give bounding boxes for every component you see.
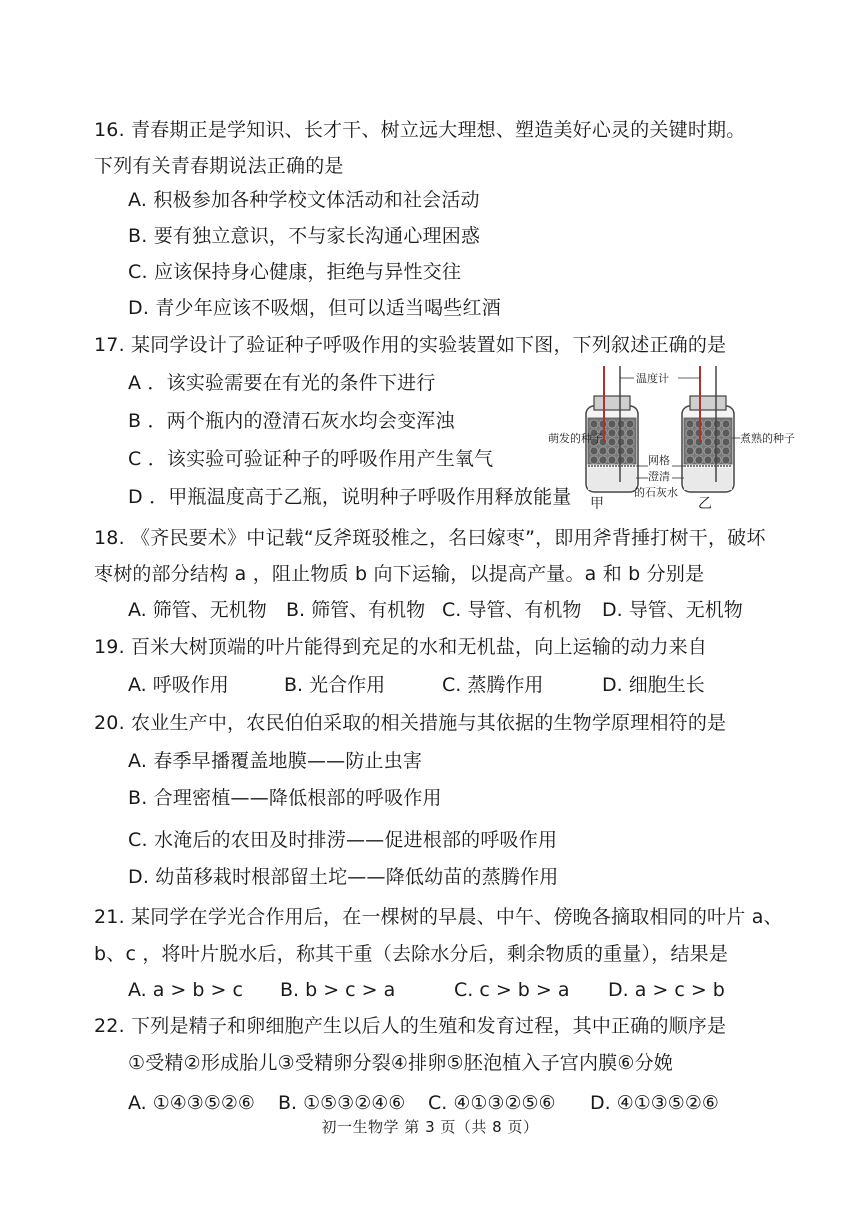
q18-options — [128, 598, 768, 622]
q18-option-a: A. 筛管、无机物 — [128, 599, 267, 621]
left-seed-label: 萌发的种子 — [548, 432, 603, 445]
q16-option-d: D. 青少年应该不吸烟，但可以适当喝些红酒 — [128, 297, 501, 319]
q21-option-d: D. a > c > b — [608, 979, 725, 1001]
thermometer-label: 温度计 — [636, 372, 669, 385]
q16-option-b: B. 要有独立意识，不与家长沟通心理困惑 — [128, 225, 481, 247]
q16-stem-line-1: 16. 青春期正是学知识、长才干、树立远大理想、塑造美好心灵的关键时期。 — [94, 119, 746, 141]
q17-option-c: C ．该实验可验证种子的呼吸作用产生氧气 — [128, 448, 494, 470]
jar-right — [682, 366, 734, 492]
q22-options — [128, 1091, 768, 1115]
limewater-label-1: 澄清 — [648, 470, 670, 483]
q21-option-a: A. a > b > c — [128, 979, 243, 1001]
q18-option-d: D. 导管、无机物 — [602, 599, 743, 621]
q16-option-a: A. 积极参加各种学校文体活动和社会活动 — [128, 189, 480, 211]
q19-options — [128, 673, 768, 697]
q18-option-c: C. 导管、有机物 — [442, 599, 582, 621]
q22-option-c: C. ④①③②⑤⑥ — [428, 1092, 556, 1114]
jar-left-label: 甲 — [590, 496, 604, 512]
q19-option-b: B. 光合作用 — [284, 674, 386, 696]
q22-option-b: B. ①⑤③②④⑥ — [278, 1092, 406, 1114]
q19-option-a: A. 呼吸作用 — [128, 674, 229, 696]
q18-stem-line-1: 18. 《齐民要术》中记载“反斧斑驳椎之，名曰嫁枣”，即用斧背捶打树干，破坏 — [94, 527, 766, 549]
q21-option-b: B. b > c > a — [280, 979, 396, 1001]
q20-option-b: B. 合理密植——降低根部的呼吸作用 — [128, 787, 442, 809]
q21-stem-line-2: b、c ，将叶片脱水后，称其干重（去除水分后，剩余物质的重量），结果是 — [94, 943, 729, 965]
q19-option-d: D. 细胞生长 — [602, 674, 705, 696]
q20-option-a: A. 春季早播覆盖地膜——防止虫害 — [128, 750, 423, 772]
q20-option-d: D. 幼苗移栽时根部留土坨——降低幼苗的蒸腾作用 — [128, 866, 559, 888]
q22-stem-line-2: ①受精②形成胎儿③受精卵分裂④排卵⑤胚泡植入子宫内膜⑥分娩 — [128, 1052, 674, 1074]
q17-option-b: B ．两个瓶内的澄清石灰水均会变浑浊 — [128, 410, 455, 432]
q16-option-c: C. 应该保持身心健康，拒绝与异性交往 — [128, 261, 462, 283]
q18-stem-line-2: 枣树的部分结构 a ，阻止物质 b 向下运输，以提高产量。a 和 b 分别是 — [94, 563, 705, 585]
q21-stem-line-1: 21. 某同学在学光合作用后，在一棵树的早晨、中午、傍晚各摘取相同的叶片 a、 — [94, 906, 783, 928]
q19-option-c: C. 蒸腾作用 — [442, 674, 544, 696]
right-seed-label: 煮熟的种子 — [740, 432, 795, 445]
q22-stem-line-1: 22. 下列是精子和卵细胞产生以后人的生殖和发育过程，其中正确的顺序是 — [94, 1015, 727, 1037]
mesh-label: 网格 — [648, 454, 670, 467]
q17-stem: 17. 某同学设计了验证种子呼吸作用的实验装置如下图，下列叙述正确的是 — [94, 334, 727, 356]
q16-stem-line-2: 下列有关青春期说法正确的是 — [94, 155, 344, 177]
jar-right-label: 乙 — [698, 496, 712, 512]
q22-option-d: D. ④①③⑤②⑥ — [590, 1092, 719, 1114]
q20-option-c: C. 水淹后的农田及时排涝——促进根部的呼吸作用 — [128, 829, 558, 851]
q19-stem: 19. 百米大树顶端的叶片能得到充足的水和无机盐，向上运输的动力来自 — [94, 636, 708, 658]
q20-stem: 20. 农业生产中，农民伯伯采取的相关措施与其依据的生物学原理相符的是 — [94, 712, 727, 734]
q21-option-c: C. c > b > a — [454, 979, 570, 1001]
seed-respiration-figure — [548, 362, 814, 512]
q17-option-a: A ．该实验需要在有光的条件下进行 — [128, 372, 436, 394]
jar-left — [586, 366, 638, 492]
limewater-label-2: 的石灰水 — [634, 486, 678, 499]
page-footer: 初一生物学 第 3 页（共 8 页） — [321, 1118, 539, 1136]
q22-option-a: A. ①④③⑤②⑥ — [128, 1092, 255, 1114]
q18-option-b: B. 筛管、有机物 — [286, 599, 426, 621]
q17-option-d: D ．甲瓶温度高于乙瓶，说明种子呼吸作用释放能量 — [128, 486, 572, 508]
q21-options — [128, 978, 768, 1002]
